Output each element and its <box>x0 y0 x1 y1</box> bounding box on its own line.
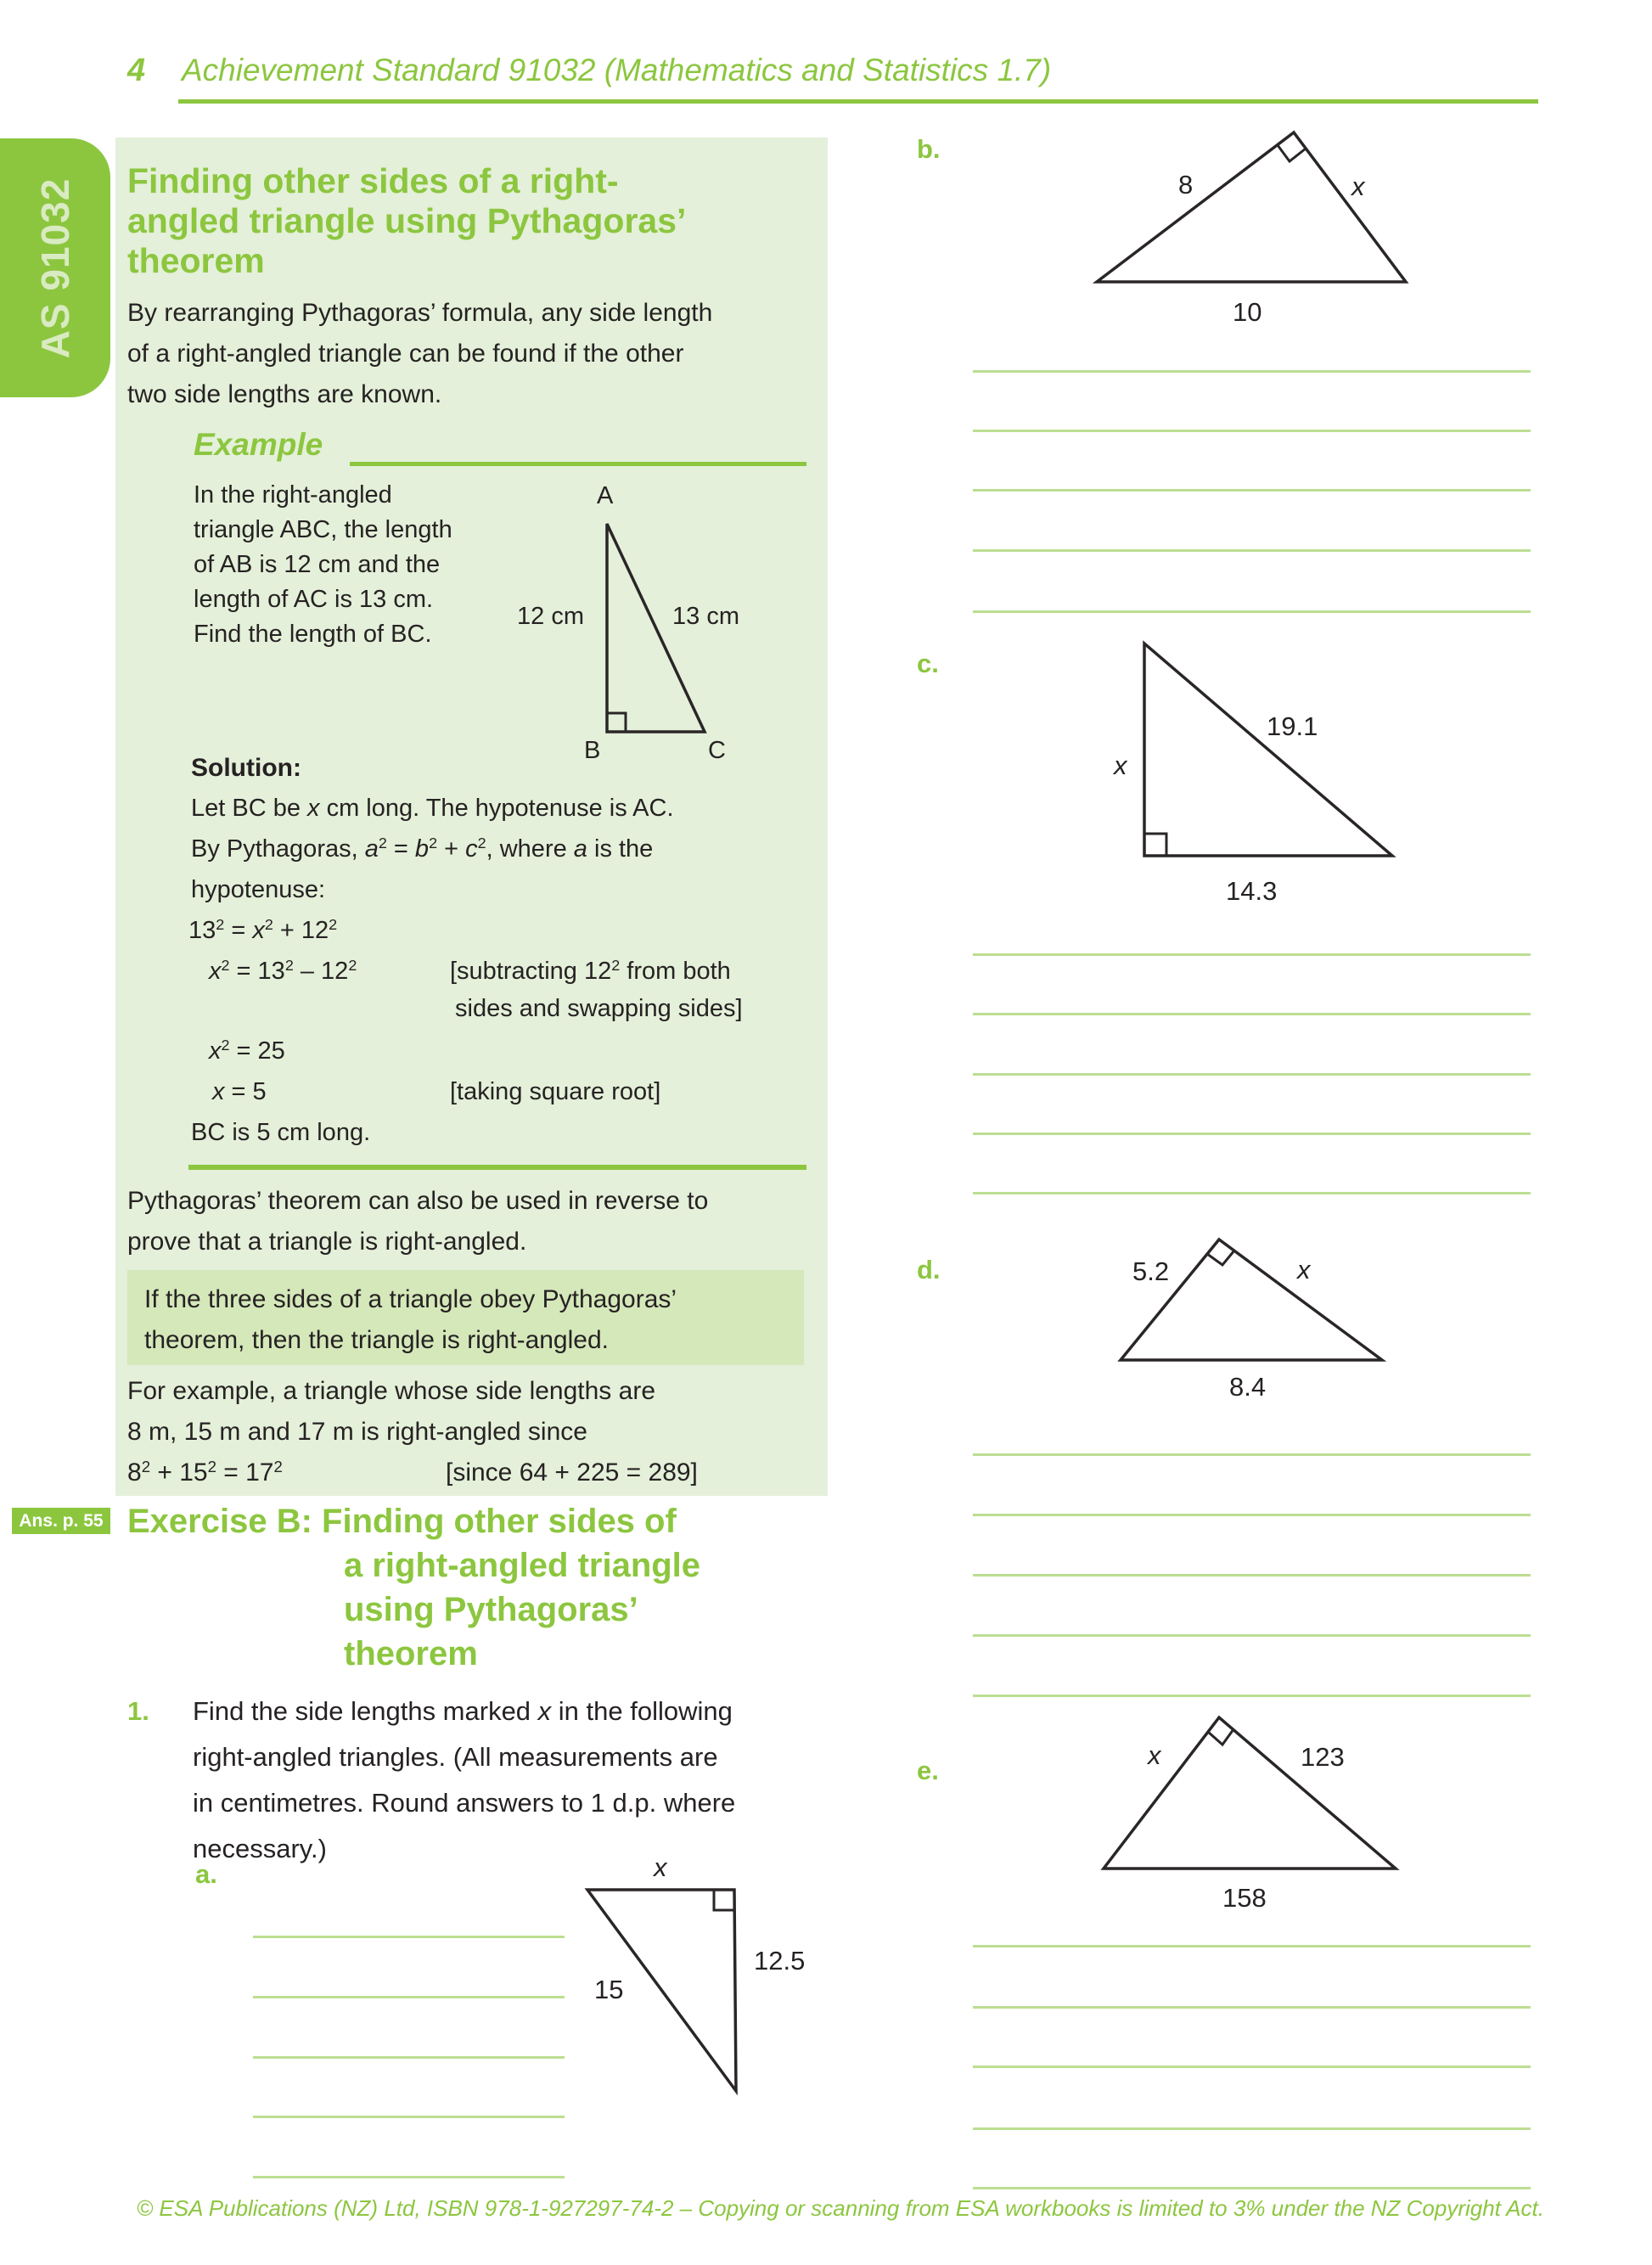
side-label-bottom: 158 <box>1222 1883 1267 1913</box>
page-title: Achievement Standard 91032 (Mathematics and Statistics 1.7) <box>182 53 1052 87</box>
solution-line: Let BC be x cm long. The hypotenuse is AC. <box>191 795 674 822</box>
answer-line <box>973 1453 1531 1456</box>
example-problem-line: of AB is 12 cm and the <box>194 551 441 578</box>
solution-conclusion: BC is 5 cm long. <box>191 1119 371 1146</box>
intro-line: of a right-angled triangle can be found if the other <box>127 340 684 368</box>
answer-line <box>973 1945 1531 1947</box>
theory-heading-line: theorem <box>127 241 265 280</box>
part-label-b: b. <box>917 134 941 164</box>
equation-line: $13^2 = x^2 + 12^2$ <box>188 916 338 944</box>
item-1-line: in centimetres. Round answers to 1 d.p. where <box>193 1788 736 1818</box>
side-label-right: 123 <box>1301 1742 1345 1772</box>
triangle-e-diagram <box>1070 1698 1443 1910</box>
theory-heading-line: angled triangle using Pythagoras’ <box>127 201 687 240</box>
vertex-label-a: A <box>597 482 614 509</box>
part-label-a: a. <box>195 1859 217 1889</box>
answer-line <box>253 1936 565 1938</box>
answer-line <box>973 1132 1531 1135</box>
example-problem-line: length of AC is 13 cm. <box>194 586 434 613</box>
solution-line: hypotenuse: <box>191 876 326 903</box>
answer-line <box>253 2176 565 2178</box>
example-problem-line: In the right-angled <box>194 481 392 509</box>
triangle-a-diagram <box>560 1851 781 2105</box>
example-problem-line: triangle ABC, the length <box>194 516 452 543</box>
equation-note: [subtracting $12^2$ from both <box>450 957 731 985</box>
answer-line <box>973 953 1531 956</box>
solution-line: By Pythagoras, $a^2 = b^2 + c^2$, where a is the <box>191 835 654 863</box>
right-angle-marker <box>1208 1729 1233 1745</box>
for-example-equation: $8^2 + 15^2 = 17^2$ <box>127 1457 283 1487</box>
equation-note: sides and swapping sides] <box>455 995 743 1022</box>
answer-line <box>253 2116 565 2118</box>
answer-line <box>973 1192 1531 1194</box>
item-1-line: Find the side lengths marked x in the following <box>193 1696 733 1726</box>
answer-line <box>973 2127 1531 2130</box>
equation-note: [taking square root] <box>450 1078 661 1105</box>
right-angle-marker <box>1207 1251 1234 1265</box>
intro-line: By rearranging Pythagoras’ formula, any side length <box>127 299 713 327</box>
exercise-title-line: Exercise B: Finding other sides of <box>127 1503 677 1540</box>
answer-line <box>973 549 1531 552</box>
answer-line <box>973 1013 1531 1015</box>
side-label-left: 8 <box>1178 170 1194 200</box>
answers-page-badge: Ans. p. 55 <box>12 1508 110 1534</box>
page-number: 4 <box>127 53 146 88</box>
for-example-line: For example, a triangle whose side lengths are <box>127 1377 656 1405</box>
side-label-hypotenuse: 15 <box>594 1975 624 2004</box>
example-end-rule <box>188 1165 806 1170</box>
right-angle-marker <box>1144 834 1166 856</box>
answer-line <box>973 2006 1531 2009</box>
answer-line <box>973 489 1531 492</box>
standard-tab-label: AS 91032 <box>33 177 77 358</box>
answer-line <box>973 1574 1531 1577</box>
triangle-c-diagram <box>1104 628 1443 874</box>
reverse-line: Pythagoras’ theorem can also be used in reverse to <box>127 1187 709 1215</box>
side-label-bottom: 8.4 <box>1229 1372 1267 1402</box>
side-label-bottom: 10 <box>1233 297 1262 327</box>
side-label-right: x <box>1297 1255 1311 1284</box>
answer-line <box>973 1514 1531 1516</box>
part-label-c: c. <box>917 649 939 678</box>
for-example-note: [since 64 + 225 = 289] <box>446 1458 698 1487</box>
example-label: Example <box>194 427 323 462</box>
triangle-b <box>1097 132 1406 282</box>
vertex-label-c: C <box>708 737 726 764</box>
side-label-right: 12.5 <box>754 1946 806 1976</box>
triangle-d-diagram <box>1087 1222 1426 1392</box>
equation-line: $x^2 = 25$ <box>209 1037 285 1065</box>
side-label-ab: 12 cm <box>517 603 584 630</box>
right-angle-marker <box>607 713 626 732</box>
equation-line: x = 5 <box>212 1078 267 1105</box>
highlight-line: theorem, then the triangle is right-angled. <box>144 1326 609 1354</box>
side-label-left: x <box>1148 1740 1161 1770</box>
side-label-top: x <box>654 1852 667 1882</box>
standard-tab <box>0 138 110 397</box>
part-label-e: e. <box>917 1756 939 1785</box>
answer-line <box>973 2187 1531 2189</box>
item-1-number: 1. <box>127 1696 149 1726</box>
answer-line <box>253 1996 565 1998</box>
answer-line <box>973 2065 1531 2068</box>
side-label-right: x <box>1351 171 1365 201</box>
side-label-vertical: x <box>1114 750 1127 780</box>
item-1-line: right-angled triangles. (All measurements are <box>193 1742 718 1772</box>
exercise-title-line: using Pythagoras’ <box>344 1591 638 1628</box>
reverse-line: prove that a triangle is right-angled. <box>127 1228 527 1256</box>
triangle-c <box>1144 644 1392 856</box>
right-angle-marker <box>714 1890 734 1910</box>
exercise-title-line: theorem <box>344 1635 478 1672</box>
example-rule <box>350 462 806 466</box>
triangle-b-diagram <box>1053 110 1460 306</box>
answer-line <box>253 2056 565 2059</box>
right-angle-marker <box>1278 145 1306 161</box>
answer-line <box>973 1073 1531 1076</box>
solution-label: Solution: <box>191 754 301 782</box>
footer-copyright: © ESA Publications (NZ) Ltd, ISBN 978-1-927297-74-2 – Copying or scanning from ESA workbooks is limited to 3% under the NZ Copyright Act. <box>137 2195 1544 2221</box>
part-label-d: d. <box>917 1255 941 1284</box>
side-label-hypotenuse: 19.1 <box>1267 711 1318 741</box>
side-label-ac: 13 cm <box>672 603 739 630</box>
header-rule <box>178 99 1538 104</box>
for-example-line: 8 m, 15 m and 17 m is right-angled since <box>127 1418 587 1446</box>
answer-line <box>973 430 1531 432</box>
vertex-label-b: B <box>584 737 601 764</box>
answer-line <box>973 610 1531 613</box>
side-label-left: 5.2 <box>1132 1256 1170 1286</box>
answer-line <box>973 1695 1531 1697</box>
highlight-line: If the three sides of a triangle obey Pythagoras’ <box>144 1285 677 1313</box>
theory-heading-line: Finding other sides of a right- <box>127 161 619 200</box>
answer-line <box>973 370 1531 373</box>
answer-line <box>973 1634 1531 1637</box>
item-1-line: necessary.) <box>193 1834 327 1863</box>
intro-line: two side lengths are known. <box>127 380 442 408</box>
side-label-bottom: 14.3 <box>1226 876 1278 906</box>
example-problem-line: Find the length of BC. <box>194 621 432 648</box>
exercise-title-line: a right-angled triangle <box>344 1547 701 1584</box>
equation-line: $x^2 = 13^2 - 12^2$ <box>209 957 357 985</box>
